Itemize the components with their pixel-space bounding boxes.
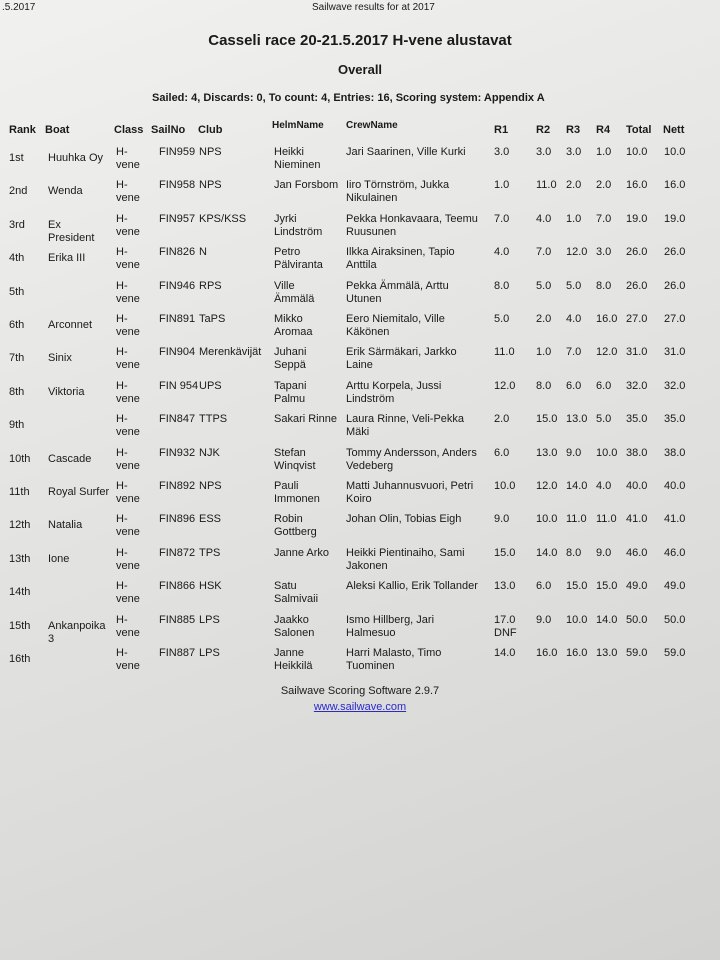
nett-cell: 41.0 [664,513,686,525]
boat-cell: Arconnet [48,319,93,331]
nett-cell: 31.0 [664,346,686,358]
r2-cell: 6.0 [536,580,552,592]
helm-cell: Pälviranta [274,259,323,271]
class-cell: H- [116,413,128,425]
sailno-cell: FIN957 [159,213,196,225]
nett-cell: 50.0 [664,614,686,626]
crew-cell: Halmesuo [346,627,396,639]
r1-cell: 4.0 [494,246,510,258]
club-cell: NPS [199,480,222,492]
class-cell: vene [116,159,140,171]
rank-cell: 5th [9,286,25,298]
r1-cell: DNF [494,627,517,639]
club-cell: NPS [199,146,222,158]
r3-cell: 16.0 [566,647,588,659]
total-cell: 27.0 [626,313,648,325]
helm-cell: Gottberg [274,526,317,538]
table-row [0,480,720,510]
crew-cell: Tommy Andersson, Anders [346,447,477,459]
club-cell: KPS/KSS [199,213,247,225]
helm-cell: Robin [274,513,303,525]
sailno-cell: FIN872 [159,547,196,559]
class-cell: H- [116,280,128,292]
crew-cell: Mäki [346,426,370,438]
crew-cell: Ruusunen [346,226,397,238]
crew-cell: Pekka Ämmälä, Arttu [346,280,449,292]
total-cell: 38.0 [626,447,648,459]
col-header-total: Total [626,124,652,136]
rank-cell: 13th [9,553,31,565]
r4-cell: 4.0 [596,480,612,492]
r2-cell: 2.0 [536,313,552,325]
col-header-nett: Nett [663,124,685,136]
header-results-line: Sailwave results for at 2017 [312,2,435,13]
class-cell: H- [116,313,128,325]
boat-cell: Viktoria [48,386,85,398]
col-header-sailno: SailNo [151,124,186,136]
class-cell: vene [116,393,140,405]
crew-cell: Laine [346,359,373,371]
helm-cell: Janne [274,647,304,659]
col-header-class: Class [114,124,144,136]
footer-link[interactable]: www.sailwave.com [313,701,407,713]
helm-cell: Jan Forsbom [274,179,339,191]
total-cell: 59.0 [626,647,648,659]
footer-software: Sailwave Scoring Software 2.9.7 [280,685,440,697]
rank-cell: 1st [9,152,24,164]
r2-cell: 4.0 [536,213,552,225]
crew-cell: Aleksi Kallio, Erik Tollander [346,580,478,592]
club-cell: RPS [199,280,222,292]
helm-cell: Aromaa [274,326,313,338]
helm-cell: Ämmälä [274,293,315,305]
sailno-cell: FIN866 [159,580,196,592]
total-cell: 16.0 [626,179,648,191]
nett-cell: 26.0 [664,280,686,292]
nett-cell: 49.0 [664,580,686,592]
r3-cell: 15.0 [566,580,588,592]
class-cell: vene [116,192,140,204]
table-row [0,380,720,410]
helm-cell: Sakari Rinne [274,413,337,425]
r3-cell: 12.0 [566,246,588,258]
total-cell: 26.0 [626,246,648,258]
helm-cell: Salmivaii [274,593,319,605]
sailno-cell: FIN958 [159,179,196,191]
r4-cell: 6.0 [596,380,612,392]
class-cell: vene [116,560,140,572]
club-cell: TPS [199,547,221,559]
nett-cell: 46.0 [664,547,686,559]
rank-cell: 7th [9,352,25,364]
rank-cell: 10th [9,453,31,465]
col-header-r1: R1 [494,124,509,136]
r4-cell: 1.0 [596,146,612,158]
table-row [0,213,720,243]
helm-cell: Pauli [274,480,299,492]
crew-cell: Eero Niemitalo, Ville [346,313,445,325]
helm-cell: Immonen [274,493,320,505]
table-row [0,513,720,543]
sailno-cell: FIN896 [159,513,196,525]
helm-cell: Jaakko [274,614,309,626]
helm-cell: Winqvist [274,460,316,472]
club-cell: NJK [199,447,220,459]
rank-cell: 12th [9,519,31,531]
r3-cell: 3.0 [566,146,582,158]
total-cell: 19.0 [626,213,648,225]
r3-cell: 4.0 [566,313,582,325]
col-header-crew: CrewName [346,120,398,131]
rank-cell: 15th [9,620,31,632]
club-cell: ESS [199,513,222,525]
r1-cell: 7.0 [494,213,510,225]
r2-cell: 16.0 [536,647,558,659]
boat-cell: Ex President [48,219,95,244]
r1-cell: 12.0 [494,380,516,392]
helm-cell: Petro [274,246,301,258]
total-cell: 41.0 [626,513,648,525]
sailno-cell: FIN826 [159,246,196,258]
class-cell: H- [116,614,128,626]
boat-cell: Wenda [48,185,83,197]
nett-cell: 38.0 [664,447,686,459]
rank-cell: 2nd [9,185,28,197]
r1-cell: 14.0 [494,647,516,659]
club-cell: LPS [199,647,220,659]
club-cell: TaPS [199,313,226,325]
class-cell: H- [116,213,128,225]
r3-cell: 1.0 [566,213,582,225]
nett-cell: 35.0 [664,413,686,425]
sailno-cell: FIN932 [159,447,196,459]
helm-cell: Jyrki [274,213,297,225]
total-cell: 10.0 [626,146,648,158]
r4-cell: 11.0 [596,513,617,525]
crew-cell: Laura Rinne, Veli-Pekka [346,413,465,425]
helm-cell: Stefan [274,447,306,459]
total-cell: 26.0 [626,280,648,292]
col-header-helm: HelmName [272,120,324,131]
r1-cell: 1.0 [494,179,510,191]
col-header-r2: R2 [536,124,551,136]
r2-cell: 14.0 [536,547,558,559]
r2-cell: 13.0 [536,447,558,459]
r4-cell: 2.0 [596,179,612,191]
class-cell: H- [116,547,128,559]
class-cell: vene [116,660,140,672]
total-cell: 31.0 [626,346,648,358]
r1-cell: 2.0 [494,413,510,425]
class-cell: H- [116,246,128,258]
table-row [0,647,720,677]
r1-cell: 5.0 [494,313,510,325]
sailno-cell: FIN959 [159,146,196,158]
total-cell: 40.0 [626,480,648,492]
header-date: .5.2017 [2,2,36,13]
helm-cell: Ville [274,280,295,292]
nett-cell: 16.0 [664,179,686,191]
r1-cell: 10.0 [494,480,516,492]
club-cell: Merenkävijät [199,346,262,358]
nett-cell: 32.0 [664,380,686,392]
class-cell: H- [116,647,128,659]
class-cell: vene [116,460,140,472]
r4-cell: 12.0 [596,346,618,358]
total-cell: 32.0 [626,380,648,392]
col-header-boat: Boat [45,124,70,136]
class-cell: H- [116,580,128,592]
r4-cell: 3.0 [596,246,612,258]
club-cell: HSK [199,580,222,592]
col-header-r4: R4 [596,124,611,136]
r4-cell: 9.0 [596,547,612,559]
class-cell: vene [116,293,140,305]
club-cell: TTPS [199,413,228,425]
table-row [0,346,720,376]
r2-cell: 11.0 [536,179,557,191]
crew-cell: Johan Olin, Tobias Eigh [346,513,462,525]
crew-cell: Pekka Honkavaara, Teemu [346,213,478,225]
helm-cell: Tapani [274,380,307,392]
sailno-cell: FIN847 [159,413,196,425]
total-cell: 50.0 [626,614,648,626]
race-summary: Sailed: 4, Discards: 0, To count: 4, Entries: 16, Scoring system: Appendix A [152,92,545,104]
r1-cell: 8.0 [494,280,510,292]
r4-cell: 8.0 [596,280,612,292]
boat-cell: Erika III [48,252,86,264]
r3-cell: 5.0 [566,280,582,292]
table-row [0,179,720,209]
nett-cell: 27.0 [664,313,686,325]
boat-cell: Royal Surfer [48,486,110,498]
table-row [0,146,720,176]
crew-cell: Anttila [346,259,377,271]
class-cell: H- [116,480,128,492]
club-cell: NPS [199,179,222,191]
r2-cell: 10.0 [536,513,558,525]
crew-cell: Jari Saarinen, Ville Kurki [346,146,466,158]
r1-cell: 3.0 [494,146,510,158]
class-cell: H- [116,513,128,525]
helm-cell: Palmu [274,393,306,405]
class-cell: vene [116,359,140,371]
sailno-cell: FIN892 [159,480,196,492]
r1-cell: 17.0 [494,614,516,626]
r2-cell: 8.0 [536,380,552,392]
r4-cell: 16.0 [596,313,618,325]
boat-cell: Cascade [48,453,92,465]
sailno-cell: FIN946 [159,280,196,292]
boat-cell: Sinix [48,352,72,364]
r4-cell: 5.0 [596,413,612,425]
r1-cell: 11.0 [494,346,515,358]
class-cell: vene [116,259,140,271]
table-row [0,280,720,310]
r3-cell: 14.0 [566,480,588,492]
col-header-r3: R3 [566,124,581,136]
helm-cell: Janne Arko [274,547,330,559]
class-cell: vene [116,593,140,605]
crew-cell: Käkönen [346,326,390,338]
r4-cell: 10.0 [596,447,618,459]
class-cell: vene [116,226,140,238]
class-cell: vene [116,326,140,338]
r2-cell: 3.0 [536,146,552,158]
helm-cell: Mikko [274,313,303,325]
total-cell: 46.0 [626,547,648,559]
crew-cell: Utunen [346,293,382,305]
rank-cell: 11th [9,486,30,498]
crew-cell: Lindström [346,393,395,405]
boat-cell: Ione [48,553,70,565]
class-cell: H- [116,146,128,158]
crew-cell: Arttu Korpela, Jussi [346,380,442,392]
nett-cell: 19.0 [664,213,686,225]
sailno-cell: FIN904 [159,346,196,358]
rank-cell: 9th [9,419,25,431]
r3-cell: 8.0 [566,547,582,559]
class-cell: vene [116,526,140,538]
crew-cell: Harri Malasto, Timo [346,647,442,659]
nett-cell: 40.0 [664,480,686,492]
crew-cell: Jakonen [346,560,388,572]
club-cell: UPS [199,380,222,392]
r3-cell: 10.0 [566,614,588,626]
page-subtitle: Overall [337,62,383,77]
table-row [0,447,720,477]
class-cell: vene [116,627,140,639]
crew-cell: Erik Särmäkari, Jarkko [346,346,457,358]
crew-cell: Ismo Hillberg, Jari [346,614,435,626]
helm-cell: Salonen [274,627,315,639]
nett-cell: 59.0 [664,647,686,659]
r1-cell: 15.0 [494,547,516,559]
r3-cell: 13.0 [566,413,588,425]
r3-cell: 9.0 [566,447,582,459]
crew-cell: Matti Juhannusvuori, Petri [346,480,474,492]
r1-cell: 9.0 [494,513,510,525]
r3-cell: 2.0 [566,179,582,191]
rank-cell: 16th [9,653,31,665]
helm-cell: Lindström [274,226,323,238]
r4-cell: 14.0 [596,614,618,626]
col-header-rank: Rank [9,124,36,136]
sailno-cell: FIN887 [159,647,196,659]
total-cell: 49.0 [626,580,648,592]
table-row [0,313,720,343]
r4-cell: 13.0 [596,647,618,659]
rank-cell: 8th [9,386,25,398]
r2-cell: 5.0 [536,280,552,292]
page-title: Casseli race 20-21.5.2017 H-vene alustavat [208,32,512,49]
total-cell: 35.0 [626,413,648,425]
club-cell: N [199,246,207,258]
table-row [0,413,720,443]
class-cell: H- [116,380,128,392]
r4-cell: 7.0 [596,213,612,225]
crew-cell: Iiro Törnström, Jukka [346,179,450,191]
r2-cell: 1.0 [536,346,552,358]
helm-cell: Satu [274,580,297,592]
col-header-club: Club [198,124,223,136]
class-cell: H- [116,346,128,358]
boat-cell: Natalia [48,519,83,531]
r2-cell: 9.0 [536,614,552,626]
rank-cell: 3rd [9,219,25,231]
boat-cell: Huuhka Oy [48,152,104,164]
r2-cell: 7.0 [536,246,552,258]
r1-cell: 6.0 [494,447,510,459]
crew-cell: Vedeberg [346,460,394,472]
helm-cell: Seppä [274,359,306,371]
crew-cell: Ilkka Airaksinen, Tapio [346,246,455,258]
table-row [0,614,720,644]
crew-cell: Koiro [346,493,372,505]
rank-cell: 14th [9,586,31,598]
r2-cell: 12.0 [536,480,558,492]
crew-cell: Tuominen [346,660,395,672]
rank-cell: 4th [9,252,25,264]
rank-cell: 6th [9,319,25,331]
sailno-cell: FIN891 [159,313,196,325]
class-cell: H- [116,447,128,459]
nett-cell: 10.0 [664,146,686,158]
table-row [0,580,720,610]
class-cell: vene [116,426,140,438]
boat-cell: Ankanpoika 3 [48,620,106,645]
class-cell: vene [116,493,140,505]
sailno-cell: FIN885 [159,614,196,626]
r2-cell: 15.0 [536,413,558,425]
r3-cell: 6.0 [566,380,582,392]
r4-cell: 15.0 [596,580,618,592]
r3-cell: 11.0 [566,513,587,525]
helm-cell: Juhani [274,346,307,358]
class-cell: H- [116,179,128,191]
helm-cell: Nieminen [274,159,321,171]
helm-cell: Heikki [274,146,304,158]
nett-cell: 26.0 [664,246,686,258]
sailno-cell: FIN 954 [159,380,199,392]
helm-cell: Heikkilä [274,660,313,672]
crew-cell: Heikki Pientinaiho, Sami [346,547,465,559]
club-cell: LPS [199,614,220,626]
table-row [0,246,720,276]
r3-cell: 7.0 [566,346,582,358]
r1-cell: 13.0 [494,580,516,592]
crew-cell: Nikulainen [346,192,398,204]
table-row [0,547,720,577]
